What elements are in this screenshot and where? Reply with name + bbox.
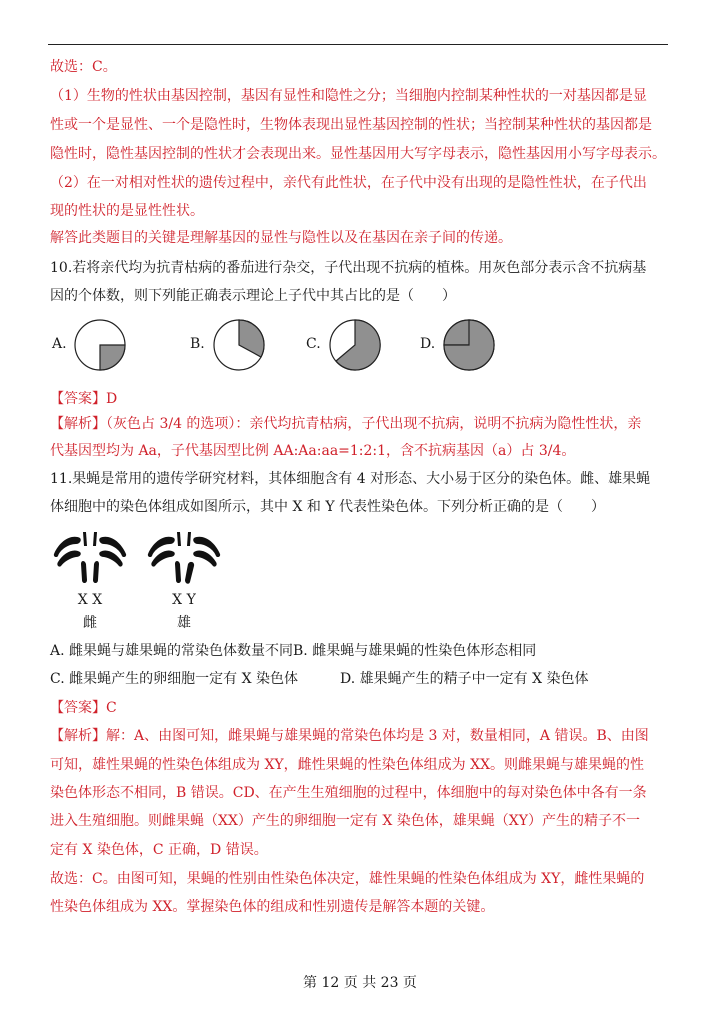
q11-options-row-1: A. 雌果蝇与雄果蝇的常染色体数量不同B. 雌果蝇与雄果蝇的性染色体形态相同 bbox=[50, 643, 537, 659]
male-label: 雄 bbox=[177, 615, 191, 631]
male-sex-chromosomes: X Y bbox=[172, 592, 196, 608]
q11-conclusion-line-2: 性染色体组成为 XX。掌握染色体的组成和性别遗传是解答本题的关键。 bbox=[50, 899, 495, 915]
q11-analysis-line-3: 染色体形态不相同，B 错误。CD、在产生生殖细胞的过程中，体细胞中的每对染色体中各有一条 bbox=[50, 785, 647, 801]
q11-option-d: D. 雄果蝇产生的精子中一定有 X 染色体 bbox=[340, 671, 589, 687]
q10-option-c-label: C. bbox=[306, 336, 321, 352]
q11-option-c: C. 雌果蝇产生的卵细胞一定有 X 染色体 bbox=[50, 671, 298, 687]
q10-analysis-line-1: 【解析】（灰色占 3/4 的选项）：亲代均抗青枯病，子代出现不抗病，说明不抗病为隐性性状，亲 bbox=[50, 416, 642, 432]
female-label: 雌 bbox=[83, 615, 97, 631]
q11-conclusion-line-1: 故选：C。由图可知，果蝇的性别由性染色体决定，雄性果蝇的性染色体组成为 XY，雌性果蝇的 bbox=[50, 871, 645, 887]
male-chromosome-figure bbox=[144, 530, 224, 588]
q10-pie-a-gray-sector bbox=[100, 345, 125, 370]
female-chromosome-figure bbox=[50, 530, 130, 588]
female-sex-chromosomes: X X bbox=[77, 592, 103, 608]
prev-p2-line-2: 现的性状的是显性性状。 bbox=[50, 203, 204, 219]
q11-analysis-line-5: 定有 X 染色体，C 正确，D 错误。 bbox=[50, 842, 268, 858]
q10-option-a-label: A. bbox=[52, 336, 67, 352]
prev-p1-line-1: （1）生物的性状由基因控制，基因有显性和隐性之分；当细胞内控制某种性状的一对基因都是显 bbox=[50, 88, 647, 104]
q11-analysis-line-4: 进入生殖细胞。则雌果蝇（XX）产生的卵细胞一定有 X 染色体，雄果蝇（XY）产生的精子不一 bbox=[50, 813, 641, 829]
q10-analysis-line-2: 代基因型均为 Aa，子代基因型比例 AA:Aa:aa=1:2:1，含不抗病基因（a）占 3/4。 bbox=[50, 443, 576, 459]
q11-analysis-line-2: 可知，雄性果蝇的性染色体组成为 XY，雌性果蝇的性染色体组成为 XX。则雌果蝇与雄果蝇的性 bbox=[50, 757, 645, 773]
q10-pie-d bbox=[442, 318, 496, 372]
q10-option-b-label: B. bbox=[190, 336, 205, 352]
q10-stem-line-1: 10.若将亲代均为抗青枯病的番茄进行杂交，子代出现不抗病的植株。用灰色部分表示含不抗病基 bbox=[50, 260, 647, 276]
prev-p1-line-3: 隐性时，隐性基因控制的性状才会表现出来。显性基因用大写字母表示，隐性基因用小写字母表示。 bbox=[50, 146, 666, 162]
q10-stem-line-2: 因的个体数，则下列能正确表示理论上子代中其占比的是（ ） bbox=[50, 288, 456, 304]
q10-answer: 【答案】D bbox=[50, 391, 118, 407]
q11-stem-line-1: 11.果蝇是常用的遗传学研究材料，其体细胞含有 4 对形态、大小易于区分的染色体。雌、雄果蝇 bbox=[50, 471, 651, 487]
prev-p2-line-1: （2）在一对相对性状的遗传过程中，亲代有此性状，在子代中没有出现的是隐性性状，在子代出 bbox=[50, 175, 647, 191]
prev-p1-line-2: 性或一个是显性、一个是隐性时，生物体表现出显性基因控制的性状；当控制某种性状的基因都是 bbox=[50, 117, 652, 133]
q10-pie-a bbox=[73, 318, 127, 372]
q10-pie-b bbox=[212, 318, 266, 372]
q11-stem-line-2: 体细胞中的染色体组成如图所示，其中 X 和 Y 代表性染色体。下列分析正确的是（ ） bbox=[50, 499, 606, 515]
prev-key-line: 解答此类题目的关键是理解基因的显性与隐性以及在基因在亲子间的传递。 bbox=[50, 230, 512, 246]
q11-answer: 【答案】C bbox=[50, 700, 117, 716]
prev-answer-line: 故选：C。 bbox=[50, 59, 117, 75]
page-footer: 第 12 页 共 23 页 bbox=[303, 975, 417, 991]
header-rule bbox=[48, 44, 668, 45]
q11-analysis-line-1: 【解析】解：A、由图可知，雌果蝇与雄果蝇的常染色体均是 3 对，数量相同，A 错误。B、由图 bbox=[50, 728, 649, 744]
q10-option-d-label: D. bbox=[420, 336, 436, 352]
q10-pie-c bbox=[328, 318, 382, 372]
